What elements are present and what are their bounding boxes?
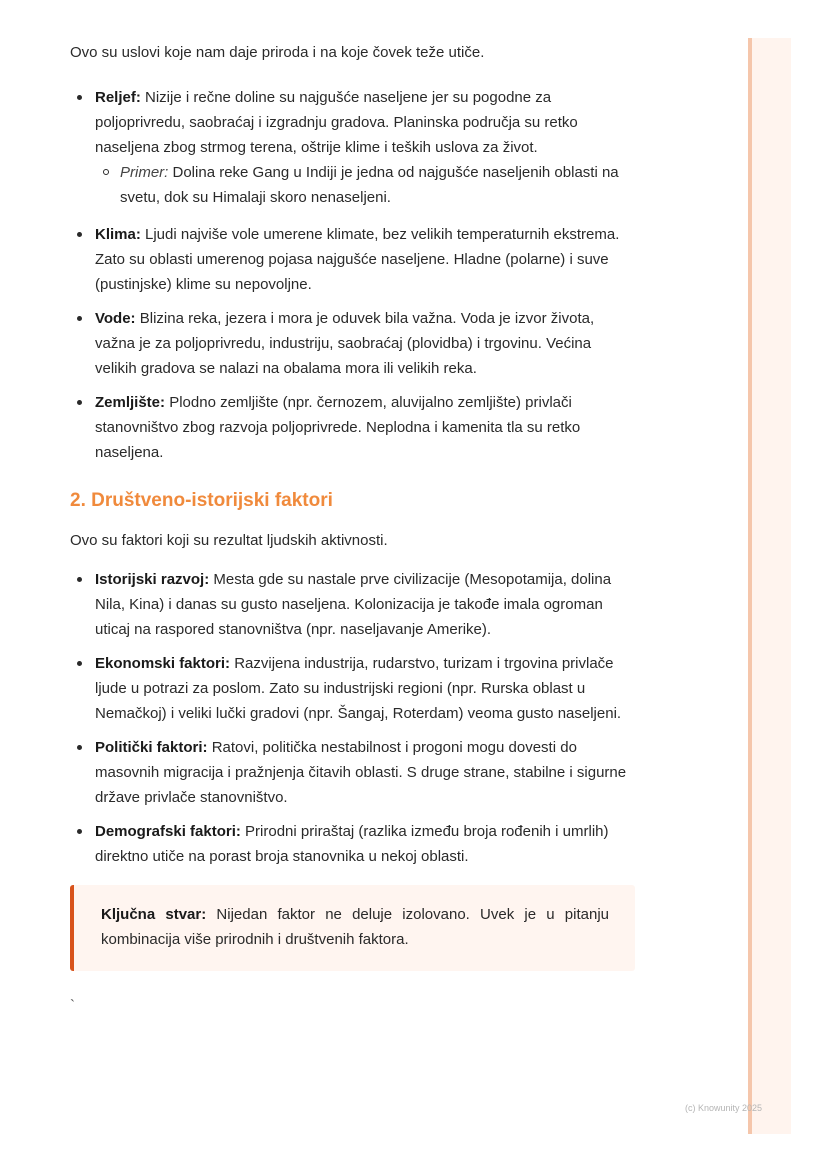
text-economy: Razvijena industrija, rudarstvo, turizam i trgovina privlače ljude u potrazi za poslom. Zato su industrijski regioni (npr. Rurska oblast u Nemačkoj) i veliki lučki gradovi (npr. Šangaj, Roterdam) veoma gusto naseljeni. (95, 655, 622, 722)
callout-text: Nijedan faktor ne deluje izolovano. Uvek je u pitanju kombinacija više prirodnih i društvenih faktora. (101, 906, 610, 948)
term-soil: Zemljište: (95, 394, 166, 411)
term-history: Istorijski razvoj: (95, 571, 210, 588)
document-content (70, 40, 635, 1018)
text-climate: Ljudi najviše vole umerene klimate, bez velikih temperaturnih ekstrema. Zato su oblasti umerenog pojasa najgušće naseljene. Hladne (polarne) i suve (pustinjske) klime su nepovoljne. (95, 226, 620, 293)
example-text: Dolina reke Gang u Indiji je jedna od najgušće naseljenih oblasti na svetu, dok su Himalaji skoro nenaseljeni. (120, 164, 619, 206)
section-heading: 2. Društveno-istorijski faktori (70, 490, 333, 511)
text-history: Mesta gde su nastale prve civilizacije (Mesopotamija, dolina Nila, Kina) i danas su gusto naseljena. Kolonizacija je takođe imala ogroman uticaj na raspored stanovništva (npr. naseljavanje Amerike). (95, 571, 612, 638)
trailing-mark: ` (70, 997, 75, 1014)
term-relief: Reljef: (95, 89, 141, 106)
social-factors-list (70, 567, 635, 869)
key-point-callout (70, 885, 635, 971)
list-item-economy (70, 651, 635, 726)
text-relief: Nizije i rečne doline su najgušće naseljene jer su pogodne za poljoprivredu, saobraćaj i izgradnju gradova. Planinska područja su retko naseljena zbog strmog terena, oštrije klime i teških uslova za život. (95, 89, 578, 156)
term-economy: Ekonomski faktori: (95, 655, 231, 672)
side-line (748, 38, 752, 1134)
text-water: Blizina reka, jezera i mora je oduvek bila važna. Voda je izvor života, važna je za poljoprivredu, industriju, saobraćaj (plovidba) i trgovinu. Većina velikih gradova se nalazi na obalama mora ili velikih reka. (95, 310, 595, 377)
list-item-history (70, 567, 635, 642)
list-item-demography (70, 819, 635, 869)
list-item-relief (70, 85, 635, 210)
term-demography: Demografski faktori: (95, 823, 241, 840)
list-item-soil (70, 390, 635, 465)
natural-factors-list (70, 85, 635, 465)
example-item (95, 160, 635, 210)
natural-intro: Ovo su uslovi koje nam daje priroda i na koje čovek teže utiče. (70, 44, 485, 61)
term-climate: Klima: (95, 226, 141, 243)
side-strip (748, 38, 791, 1134)
callout-term: Ključna stvar: (101, 906, 207, 923)
text-politics: Ratovi, politička nestabilnost i progoni mogu dovesti do masovnih migracija i pražnjenja čitavih oblasti. S druge strane, stabilne i sigurne države privlače stanovništvo. (95, 739, 627, 806)
term-water: Vode: (95, 310, 136, 327)
social-intro: Ovo su faktori koji su rezultat ljudskih aktivnosti. (70, 532, 388, 549)
example-list (95, 160, 635, 210)
example-label: Primer: (120, 164, 169, 181)
text-demography: Prirodni priraštaj (razlika između broja rođenih i umrlih) direktno utiče na porast broja stanovnika u nekoj oblasti. (95, 823, 609, 865)
list-item-climate (70, 222, 635, 297)
footer-copyright: (c) Knowunity 2025 (685, 1103, 763, 1113)
text-soil: Plodno zemljište (npr. černozem, aluvijalno zemljište) privlači stanovništvo zbog razvoja poljoprivrede. Neplodna i kamenita tla su retko naseljena. (95, 394, 581, 461)
list-item-politics (70, 735, 635, 810)
list-item-water (70, 306, 635, 381)
term-politics: Politički faktori: (95, 739, 208, 756)
